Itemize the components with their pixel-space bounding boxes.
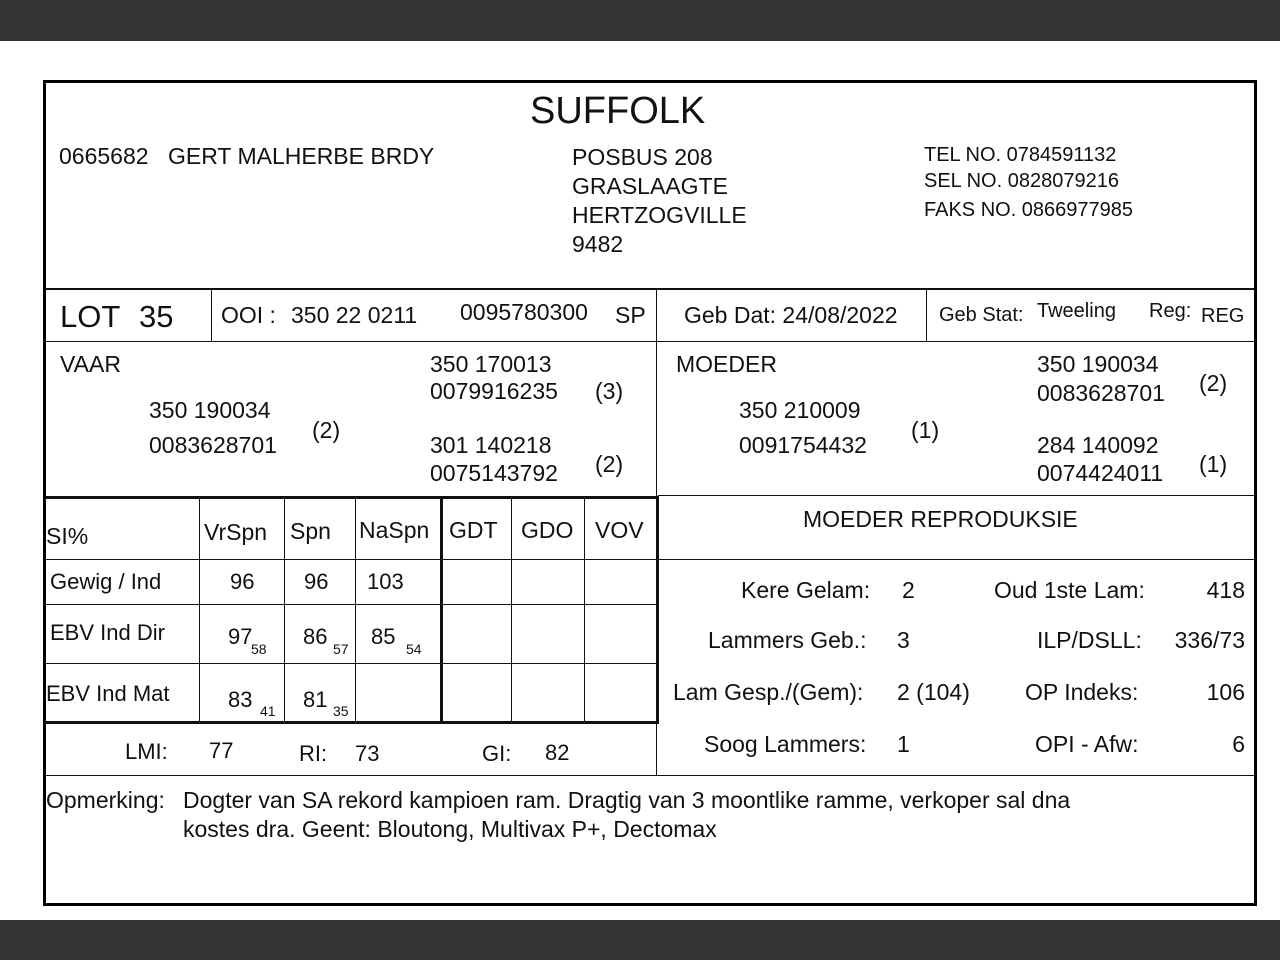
divider <box>199 499 200 721</box>
ooi-reg: 0095780300 <box>460 299 588 325</box>
sire-dam-id: 301 140218 <box>430 432 552 458</box>
repro-label: OPI - Afw: <box>1035 731 1139 757</box>
repro-value: 2 <box>902 577 915 603</box>
ri-value: 73 <box>355 741 380 766</box>
repro-label: Soog Lammers: <box>704 731 867 757</box>
sire-sire-id: 350 170013 <box>430 351 552 377</box>
lot-number: 35 <box>139 299 174 334</box>
repro-value: 418 <box>1206 577 1245 603</box>
birth-date: Geb Dat: 24/08/2022 <box>684 302 898 328</box>
si-header: GDO <box>521 517 574 543</box>
repro-value: 336/73 <box>1174 627 1245 653</box>
sire-rank: (2) <box>312 417 341 443</box>
si-header: SI% <box>46 523 89 549</box>
breed-title: SUFFOLK <box>530 90 706 132</box>
divider <box>211 290 212 341</box>
si-header: VrSpn <box>204 519 268 545</box>
si-value: 103 <box>367 569 404 594</box>
divider <box>46 341 1254 342</box>
repro-value: 106 <box>1206 679 1245 705</box>
dam-reg: 0091754432 <box>739 432 867 458</box>
divider <box>46 604 658 605</box>
breeder-name: GERT MALHERBE BRDY <box>168 143 435 169</box>
si-accuracy: 57 <box>333 641 349 657</box>
si-accuracy: 41 <box>260 703 276 719</box>
dam-sire-rank: (2) <box>1199 370 1228 396</box>
sire-reg: 0083628701 <box>149 432 277 458</box>
divider <box>46 721 658 724</box>
sire-dam-reg: 0075143792 <box>430 460 558 486</box>
repro-label: OP Indeks: <box>1025 679 1139 705</box>
divider <box>46 559 658 560</box>
bottom-dark-band <box>0 920 1280 960</box>
gi-label: GI: <box>482 741 512 766</box>
si-row-label: EBV Ind Dir <box>50 620 165 645</box>
dam-dam-reg: 0074424011 <box>1037 460 1164 486</box>
address-line: 9482 <box>572 231 624 257</box>
repro-value: 3 <box>897 627 910 653</box>
top-dark-band <box>0 0 1280 41</box>
ooi-label: OOI : <box>221 302 276 328</box>
repro-label: ILP/DSLL: <box>1037 627 1142 653</box>
sire-sire-reg: 0079916235 <box>430 378 558 404</box>
si-accuracy: 58 <box>251 641 267 657</box>
si-header: VOV <box>595 517 644 543</box>
reg-value: REG <box>1201 305 1245 327</box>
sire-id: 350 190034 <box>149 397 271 423</box>
lot-label: LOT <box>60 299 121 334</box>
divider <box>658 495 1254 496</box>
dam-id: 350 210009 <box>739 397 861 423</box>
divider <box>46 496 658 499</box>
birth-status-value: Tweeling <box>1037 300 1116 322</box>
repro-title: MOEDER REPRODUKSIE <box>803 506 1078 532</box>
moeder-label: MOEDER <box>676 351 777 377</box>
si-value: 83 <box>228 687 253 712</box>
ooi-code: SP <box>615 302 646 328</box>
si-value: 86 <box>303 624 328 649</box>
contact-line: FAKS NO. 0866977985 <box>924 199 1134 221</box>
divider <box>46 775 1254 776</box>
si-accuracy: 54 <box>406 641 422 657</box>
si-value: 96 <box>230 569 255 594</box>
dam-dam-id: 284 140092 <box>1037 432 1159 458</box>
si-header: GDT <box>449 517 498 543</box>
sire-sire-rank: (3) <box>595 378 624 404</box>
divider <box>284 499 285 721</box>
repro-value: 1 <box>897 731 910 757</box>
contact-line: SEL NO. 0828079216 <box>924 170 1119 192</box>
remarks-line: kostes dra. Geent: Bloutong, Multivax P+, Dectomax <box>183 816 717 842</box>
si-row-label: EBV Ind Mat <box>46 681 170 706</box>
si-value: 85 <box>371 624 396 649</box>
repro-label: Oud 1ste Lam: <box>994 577 1145 603</box>
dam-sire-id: 350 190034 <box>1037 351 1159 377</box>
remarks-label: Opmerking: <box>46 787 165 813</box>
divider <box>658 559 1254 560</box>
lmi-value: 77 <box>209 738 234 763</box>
dam-sire-reg: 0083628701 <box>1037 380 1165 406</box>
si-value: 96 <box>304 569 329 594</box>
divider <box>656 724 657 775</box>
divider <box>656 290 657 341</box>
si-value: 81 <box>303 687 328 712</box>
reg-label: Reg: <box>1149 300 1192 322</box>
dam-dam-rank: (1) <box>1199 451 1228 477</box>
divider <box>46 663 658 664</box>
divider <box>511 499 512 721</box>
lmi-label: LMI: <box>125 739 168 764</box>
gi-value: 82 <box>545 740 570 765</box>
ri-label: RI: <box>299 741 328 766</box>
address-line: POSBUS 208 <box>572 144 713 170</box>
divider <box>440 499 443 721</box>
divider <box>926 290 927 341</box>
sire-dam-rank: (2) <box>595 451 624 477</box>
birth-status-label: Geb Stat: <box>939 304 1024 326</box>
divider <box>46 288 1254 290</box>
si-row-label: Gewig / Ind <box>50 569 162 594</box>
breeder-number: 0665682 <box>59 143 149 169</box>
si-accuracy: 35 <box>333 703 349 719</box>
divider <box>355 499 356 721</box>
dam-rank: (1) <box>911 417 940 443</box>
vaar-label: VAAR <box>60 351 121 377</box>
repro-value: 2 (104) <box>897 679 970 705</box>
contact-line: TEL NO. 0784591132 <box>924 144 1117 166</box>
remarks-line: Dogter van SA rekord kampioen ram. Dragtig van 3 moontlike ramme, verkoper sal dna <box>183 787 1071 813</box>
divider <box>584 499 585 721</box>
address-line: GRASLAAGTE <box>572 173 728 199</box>
repro-value: 6 <box>1232 731 1245 757</box>
repro-label: Kere Gelam: <box>741 577 871 603</box>
divider <box>656 496 659 724</box>
divider <box>656 342 657 497</box>
si-header: Spn <box>290 518 331 544</box>
repro-label: Lammers Geb.: <box>708 627 867 653</box>
repro-label: Lam Gesp./(Gem): <box>673 679 864 705</box>
si-header: NaSpn <box>359 517 430 543</box>
address-line: HERTZOGVILLE <box>572 202 747 228</box>
si-value: 97 <box>228 624 253 649</box>
ooi-id: 350 22 0211 <box>291 302 418 328</box>
